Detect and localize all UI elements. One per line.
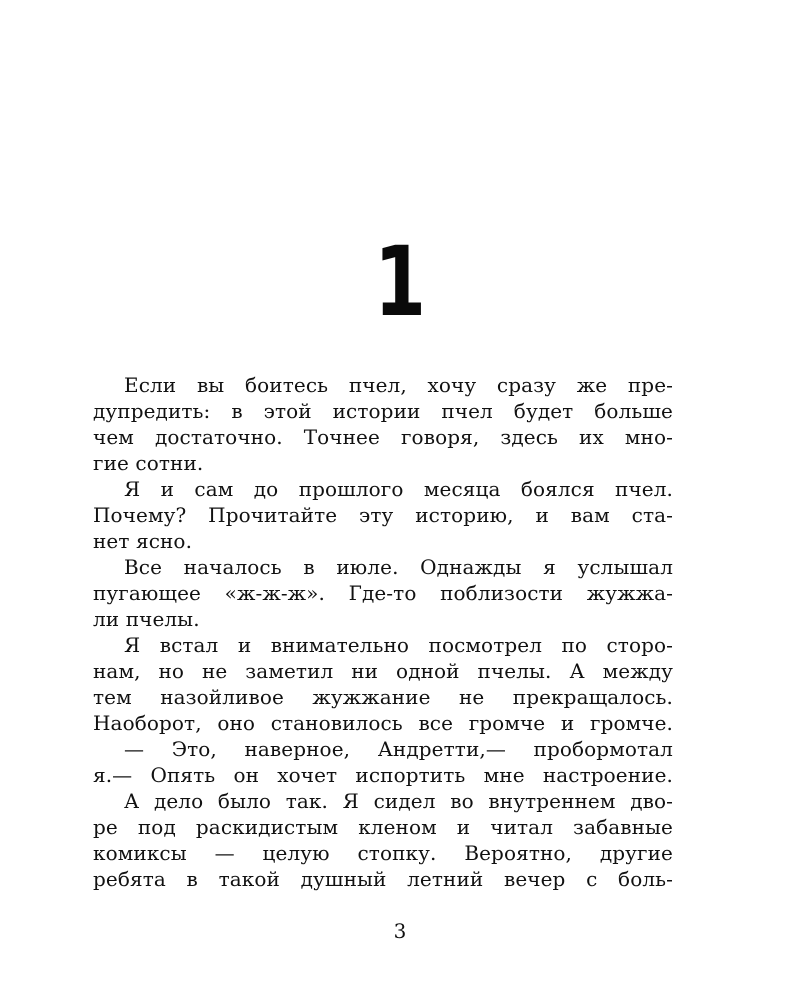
text-line: гие сотни. xyxy=(93,451,204,475)
text-line: А дело было так. Я сидел во внутреннем дво- xyxy=(124,789,673,813)
text-line: Почему? Прочитайте эту историю, и вам ста- xyxy=(93,503,673,527)
text-line: ребята в такой душный летний вечер с боль- xyxy=(93,867,673,891)
text-line: нам, но не заметил ни одной пчелы. А между xyxy=(93,659,673,683)
paragraph xyxy=(93,632,673,736)
text-line: комиксы — целую стопку. Вероятно, другие xyxy=(93,841,673,865)
paragraph xyxy=(93,372,673,476)
paragraph xyxy=(93,788,673,892)
text-line: я.— Опять он хочет испортить мне настроение. xyxy=(93,763,673,787)
text-line: Я встал и внимательно посмотрел по сторо- xyxy=(124,633,673,657)
text-line: Все началось в июле. Однажды я услышал xyxy=(124,555,673,579)
text-line: Если вы боитесь пчел, хочу сразу же пре- xyxy=(124,373,673,397)
text-line: нет ясно. xyxy=(93,529,193,553)
text-line: Наоборот, оно становилось все громче и громче. xyxy=(93,711,673,735)
text-line: чем достаточно. Точнее говоря, здесь их мно- xyxy=(93,425,673,449)
text-line: ли пчелы. xyxy=(93,607,200,631)
body-text xyxy=(93,372,673,892)
text-line: — Это, наверное, Андретти,— пробормотал xyxy=(124,737,673,761)
paragraph xyxy=(93,476,673,554)
text-line: дупредить: в этой истории пчел будет больше xyxy=(93,399,673,423)
text-line: Я и сам до прошлого месяца боялся пчел. xyxy=(124,477,673,501)
paragraph xyxy=(93,736,673,788)
paragraph xyxy=(93,554,673,632)
text-line: пугающее «ж-ж-ж». Где-то поблизости жужжа- xyxy=(93,581,673,605)
text-line: ре под раскидистым кленом и читал забавные xyxy=(93,815,673,839)
text-line: тем назойливое жужжание не прекращалось. xyxy=(93,685,673,709)
chapter-number: 1 xyxy=(373,226,427,338)
page-number: 3 xyxy=(393,919,407,943)
